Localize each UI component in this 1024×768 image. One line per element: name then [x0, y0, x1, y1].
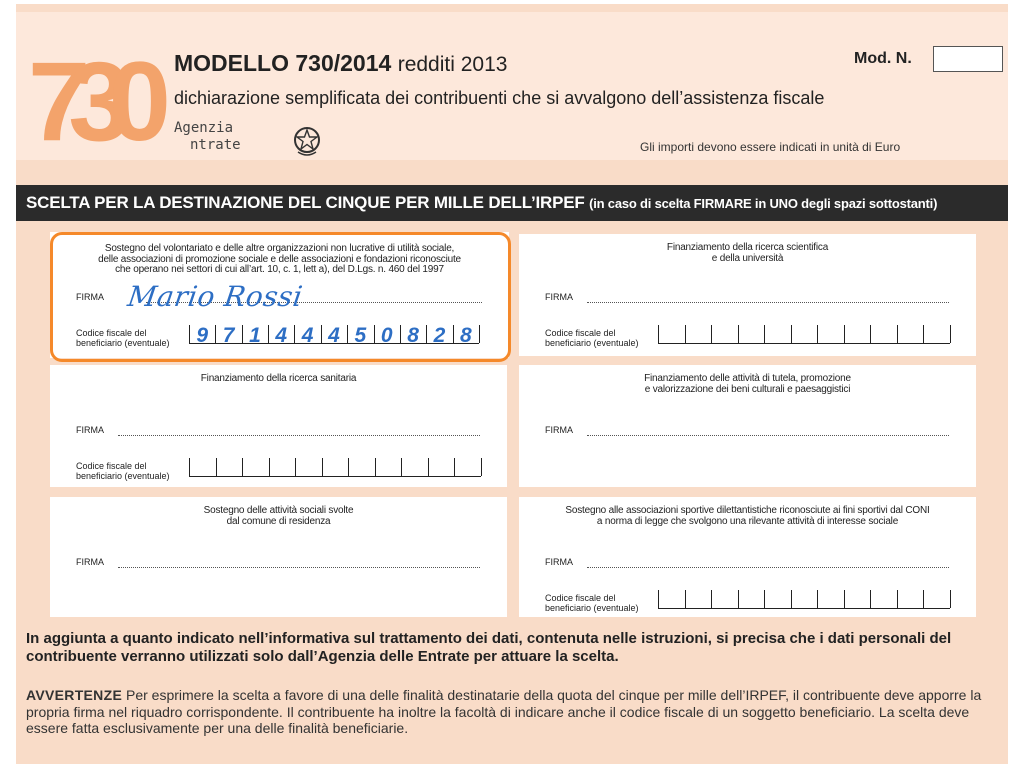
cf-label: Codice fiscale del beneficiario (eventuale) — [545, 593, 639, 613]
republic-emblem-icon — [292, 124, 322, 158]
firma-label: FIRMA — [76, 557, 104, 567]
box-beni-culturali-title: Finanziamento delle attività di tutela, promozione e valorizzazione dei beni culturali e paesaggistici — [644, 373, 851, 395]
cf-cell-divider — [738, 590, 739, 608]
cf-digit: 4 — [301, 324, 314, 347]
firma-line[interactable] — [118, 435, 480, 436]
box-associazioni-sportive-title: Sostegno alle associazioni sportive dilettantistiche riconosciute ai fini sportivi dal CONI a norma di legge che svolgono una rilevante attività di interesse sociale — [565, 505, 930, 527]
cf-cell-divider — [817, 325, 818, 343]
cf-cell-divider — [658, 325, 659, 343]
cf-cell-divider — [711, 325, 712, 343]
firma-label: FIRMA — [76, 292, 104, 302]
box-beni-culturali[interactable] — [519, 365, 976, 487]
cf-cell-divider — [897, 325, 898, 343]
cf-cell-divider — [844, 590, 845, 608]
cf-cell-divider — [764, 590, 765, 608]
banner-title: SCELTA PER LA DESTINAZIONE DEL CINQUE PER MILLE DELL’IRPEF — [26, 193, 585, 212]
box-comune-residenza-title: Sostegno delle attività sociali svolte dal comune di residenza — [203, 505, 354, 527]
cf-cell-divider — [950, 325, 951, 343]
selection-highlight — [50, 232, 511, 362]
cf-cell-divider — [870, 325, 871, 343]
cf-cell-divider — [870, 590, 871, 608]
cf-cell-divider — [738, 325, 739, 343]
mod-n-label: Mod. N. — [854, 50, 912, 67]
agency-line-2: ntrate — [190, 137, 241, 153]
cf-label: Codice fiscale del beneficiario (eventuale) — [545, 328, 639, 348]
logo-730-text: 730 — [28, 39, 149, 152]
warning-notice — [26, 687, 1001, 737]
firma-line[interactable] — [587, 435, 949, 436]
firma-label: FIRMA — [545, 557, 573, 567]
codice-fiscale-field[interactable] — [658, 325, 950, 344]
privacy-notice: In aggiunta a quanto indicato nell’informativa sul trattamento dei dati, contenuta nelle istruzioni, si precisa che i dati personali del contribuente verranno utilizzati solo dall’Agenzia delle Entrate per attuare la scelta. — [26, 630, 952, 665]
cf-cell-divider — [348, 458, 349, 476]
codice-fiscale-field[interactable] — [658, 590, 950, 609]
box-ricerca-sanitaria-title: Finanziamento della ricerca sanitaria — [200, 373, 357, 384]
form-title-sub: redditi 2013 — [397, 53, 508, 76]
box-ricerca-scientifica-title: Finanziamento della ricerca scientifica e della università — [666, 242, 829, 264]
cf-cell-divider — [216, 458, 217, 476]
cf-cell-divider — [791, 590, 792, 608]
agency-logo — [174, 120, 324, 162]
cf-cell-divider — [242, 458, 243, 476]
cf-cell-divider — [481, 458, 482, 476]
cf-cell-divider — [923, 325, 924, 343]
banner-note: (in caso di scelta FIRMARE in UNO degli spazi sottostanti) — [589, 196, 938, 211]
tax-form — [16, 4, 1008, 764]
firma-label: FIRMA — [545, 292, 573, 302]
cf-label: Codice fiscale del beneficiario (eventuale) — [76, 461, 170, 481]
cf-cell-divider — [950, 590, 951, 608]
form-title-main: MODELLO 730/2014 — [174, 50, 392, 76]
cf-cell-divider — [923, 590, 924, 608]
signature: Mario Rossi — [125, 280, 305, 313]
cf-cell-divider — [897, 590, 898, 608]
box-ricerca-scientifica[interactable] — [519, 234, 976, 356]
firma-line[interactable] — [587, 302, 949, 303]
cf-cell-divider — [401, 458, 402, 476]
cf-cell-divider — [269, 458, 270, 476]
warning-text: Per esprimere la scelta a favore di una delle finalità destinatarie della quota del cinque per mille dell’IRPEF, il contribuente deve apporre la propria firma nel riquadro corrispondente. Il contribuente ha inoltre la facoltà di indicare anche il codice fiscale di un soggetto beneficiario. La scelta deve essere fatta esclusivamente per una delle finalità beneficiarie. — [26, 687, 982, 736]
box-comune-residenza[interactable] — [50, 497, 507, 617]
cf-cell-divider — [322, 458, 323, 476]
cf-digit: 4 — [328, 324, 340, 347]
logo-730 — [26, 32, 176, 152]
cf-digit: 8 — [407, 324, 419, 347]
firma-label: FIRMA — [545, 425, 573, 435]
cf-cell-divider — [375, 458, 376, 476]
firma-line[interactable] — [118, 567, 480, 568]
cf-digit: 9 — [196, 324, 209, 347]
cf-cell-divider — [711, 590, 712, 608]
mod-n-input[interactable] — [933, 46, 1003, 72]
box-ricerca-sanitaria[interactable] — [50, 365, 507, 487]
cf-cell-divider — [189, 458, 190, 476]
box-volontariato-title: Sostegno del volontariato e delle altre organizzazioni non lucrative di utilità sociale, delle associazioni di promozione sociale e delle associazioni e fondazioni riconosciute che operano nei settori di cui all’art. 10, c. 1, lett a), del D.Lgs. n. 460 del 1997 — [98, 243, 461, 275]
cf-digit: 8 — [459, 324, 472, 347]
euro-note: Gli importi devono essere indicati in unità di Euro — [640, 140, 901, 154]
firma-label: FIRMA — [76, 425, 104, 435]
cf-digit: 5 — [354, 324, 367, 347]
cf-digit: 0 — [380, 324, 393, 347]
cf-cell-divider — [791, 325, 792, 343]
cf-label: Codice fiscale del beneficiario (eventuale) — [76, 328, 170, 348]
codice-fiscale-field[interactable] — [189, 458, 481, 477]
firma-line[interactable] — [587, 567, 949, 568]
cf-cell-divider — [428, 458, 429, 476]
warning-head: AVVERTENZE — [26, 687, 123, 703]
cf-cell-divider — [844, 325, 845, 343]
form-title — [174, 50, 507, 77]
box-associazioni-sportive[interactable] — [519, 497, 976, 617]
cf-cell-divider — [685, 590, 686, 608]
cf-cell-divider — [658, 590, 659, 608]
cf-cell-divider — [685, 325, 686, 343]
cf-cell-divider — [764, 325, 765, 343]
cf-digit: 2 — [433, 324, 446, 347]
header-band — [16, 12, 1008, 160]
cf-digit: 4 — [275, 324, 288, 347]
cf-digit: 7 — [222, 324, 235, 347]
cf-cell-divider — [454, 458, 455, 476]
form-subtitle: dichiarazione semplificata dei contribuenti che si avvalgono dell’assistenza fiscale — [174, 88, 825, 108]
cf-cell-divider — [817, 590, 818, 608]
agency-line-1: Agenzia — [174, 120, 234, 136]
section-banner — [16, 185, 1008, 221]
cf-digit: 1 — [249, 324, 261, 347]
cf-cell-divider — [295, 458, 296, 476]
